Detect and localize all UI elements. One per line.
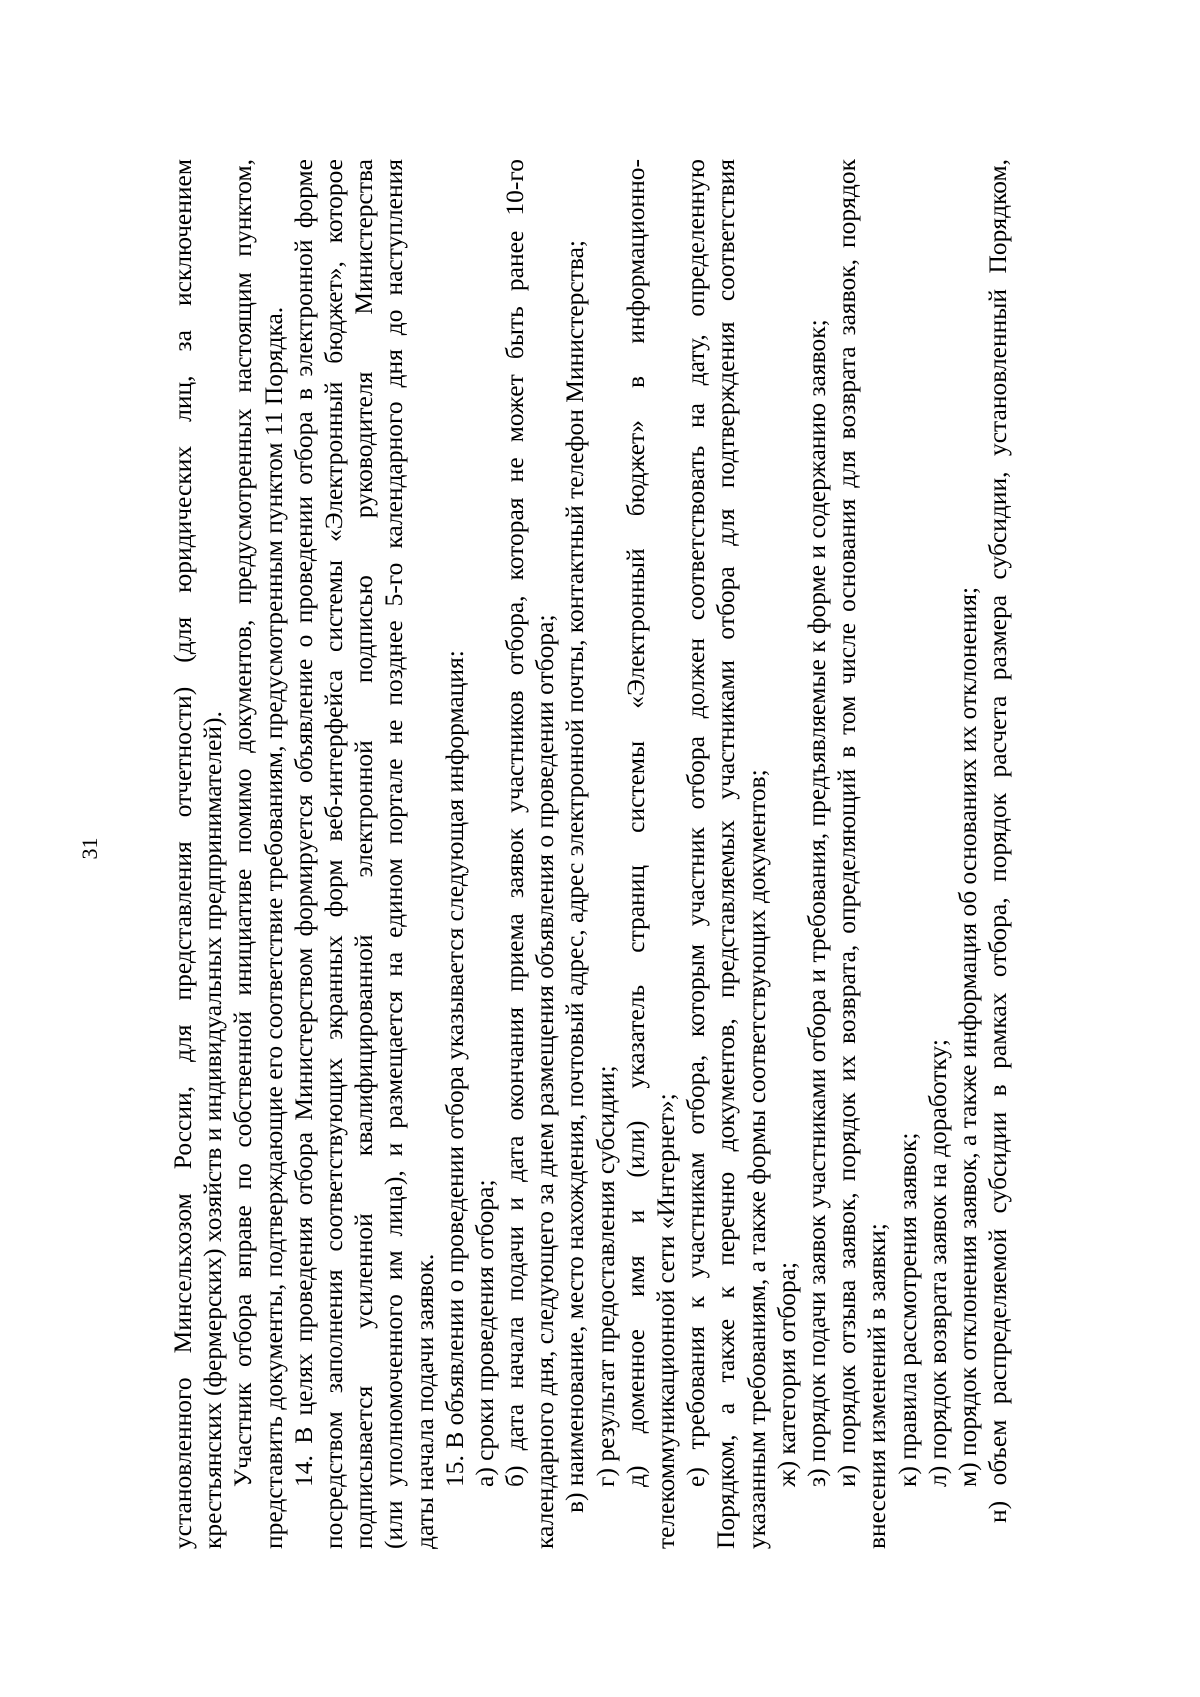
text-line: н) объем распределяемой субсидии в рамках отбора, порядок расчета размера субсидии, установленный Порядком, bbox=[983, 159, 1013, 1523]
text-line: ж) категория отбора; bbox=[771, 1261, 801, 1487]
text-line: установленного Минсельхозом России, для представления отчетности) (для юридических лиц, за исключением bbox=[168, 159, 197, 1549]
text-line: г) результат предоставления субсидии; bbox=[590, 1065, 620, 1487]
text-line: з) порядок подачи заявок участниками отбора и требования, предъявляемые к форме и содержанию заявок; bbox=[801, 319, 831, 1487]
text-line: л) порядок возврата заявок на доработку; bbox=[922, 1039, 952, 1487]
text-line: 15. В объявлении о проведении отбора указывается следующая информация: bbox=[439, 650, 469, 1487]
text-line: даты начала подачи заявок. bbox=[409, 1253, 439, 1549]
text-line: указанным требованиям, а также формы соответствующих документов; bbox=[741, 769, 771, 1549]
text-line: б) дата начала подачи и дата окончания приема заявок участников отбора, которая не может быть ранее 10-го bbox=[500, 159, 530, 1487]
text-line: календарного дня, следующего за днем размещения объявления о проведении отбора; bbox=[530, 614, 560, 1549]
text-line: д) доменное имя и (или) указатель страниц системы «Электронный бюджет» в информационно- bbox=[620, 159, 650, 1487]
text-line: внесения изменений в заявки; bbox=[862, 1223, 892, 1549]
text-line: 14. В целях проведения отбора Министерством формируется объявление о проведении отбора в электронной форме bbox=[288, 159, 318, 1487]
page-number: 31 bbox=[77, 837, 102, 860]
text-line: а) сроки проведения отбора; bbox=[469, 1179, 499, 1487]
text-line: е) требования к участникам отбора, которым участник отбора должен соответствовать на дату, определенную bbox=[681, 159, 711, 1487]
text-line: подписывается усиленной квалифицированной электронной подписью руководителя Министерства bbox=[349, 159, 379, 1549]
text-line: в) наименование, место нахождения, почтовый адрес, адрес электронной почты, контактный телефон Министерства; bbox=[560, 240, 590, 1513]
document-body bbox=[168, 159, 1013, 1549]
text-line: телекоммуникационной сети «Интернет»; bbox=[651, 1093, 680, 1549]
text-line: крестьянских (фермерских) хозяйств и индивидуальных предпринимателей). bbox=[198, 711, 228, 1549]
text-line: посредством заполнения соответствующих экранных форм веб-интерфейса системы «Электронный бюджет», которое bbox=[318, 159, 348, 1549]
text-line: представить документы, подтверждающие его соответствие требованиям, предусмотренным пунктом 11 Порядка. bbox=[258, 306, 288, 1549]
text-line: (или уполномоченного им лица), и размещается на едином портале не позднее 5-го календарного дня до наступления bbox=[379, 159, 409, 1549]
text-line: и) порядок отзыва заявок, порядок их возврата, определяющий в том числе основания для возврата заявок, порядок bbox=[832, 159, 862, 1487]
text-line: м) порядок отклонения заявок, а также информация об основаниях их отклонения; bbox=[952, 586, 982, 1487]
text-line: к) правила рассмотрения заявок; bbox=[892, 1132, 922, 1487]
text-line: Порядком, а также к перечню документов, представляемых участниками отбора для подтверждения соответствия bbox=[711, 159, 741, 1549]
text-line: Участник отбора вправе по собственной инициативе помимо документов, предусмотренных настоящим пунктом, bbox=[228, 159, 258, 1487]
